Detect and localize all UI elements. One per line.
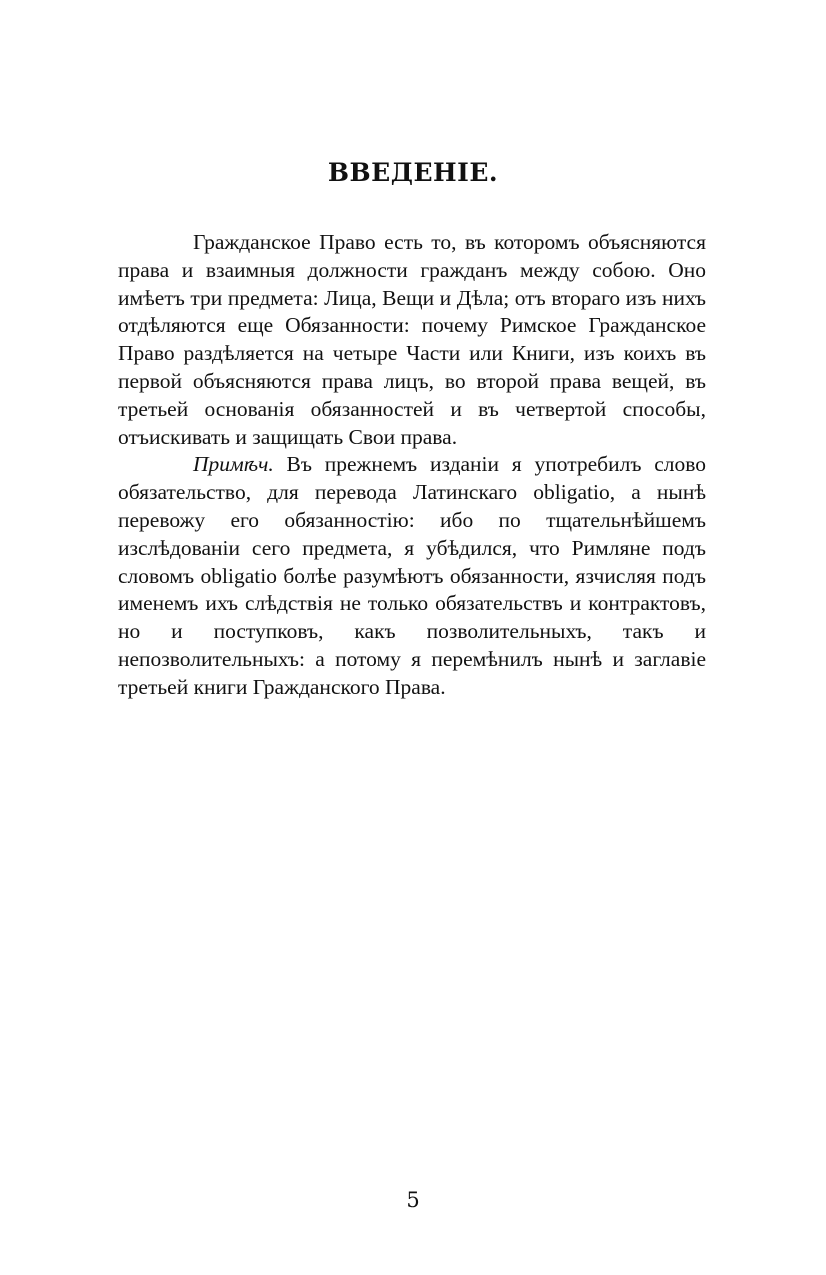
- page-title: ВВЕДЕНІЕ.: [327, 158, 499, 187]
- note-label: Примѣч.: [193, 452, 274, 477]
- body-text: [118, 229, 706, 702]
- paragraph-note: [118, 451, 706, 701]
- page-number: 5: [406, 1188, 420, 1212]
- paragraph-introduction: Гражданское Право есть то, въ которомъ объясняются права и взаимныя должности гражданъ между собою. Оно имѣетъ три предмета: Лица, Вещи и Дѣла; отъ втораго изъ нихъ отдѣляются еще Обязанности: почему Римское Гражданское Право раздѣляется на четыре Части или Книги, изъ коихъ въ первой объясняются права лицъ, во второй права вещей, въ третьей основанія обязанностей и въ четвертой способы, отъискивать и защищать Свои права.: [118, 230, 706, 449]
- note-text: Въ прежнемъ изданіи я употребилъ слово обязательство, для перевода Латинскаго obligatio, а нынѣ перевожу его обязанностію: ибо по тщательнѣйшемъ изслѣдованіи сего предмета, я убѣдился, что Римляне подъ словомъ obligatio болѣе разумѣютъ обязанности, язчисляя подъ именемъ ихъ слѣдствія не только обязательствъ и контрактовъ, но и поступковъ, какъ позволительныхъ, такъ и непозволительныхъ: а потому я перемѣнилъ нынѣ и заглавіе третьей книги Гражданского Права.: [118, 452, 706, 699]
